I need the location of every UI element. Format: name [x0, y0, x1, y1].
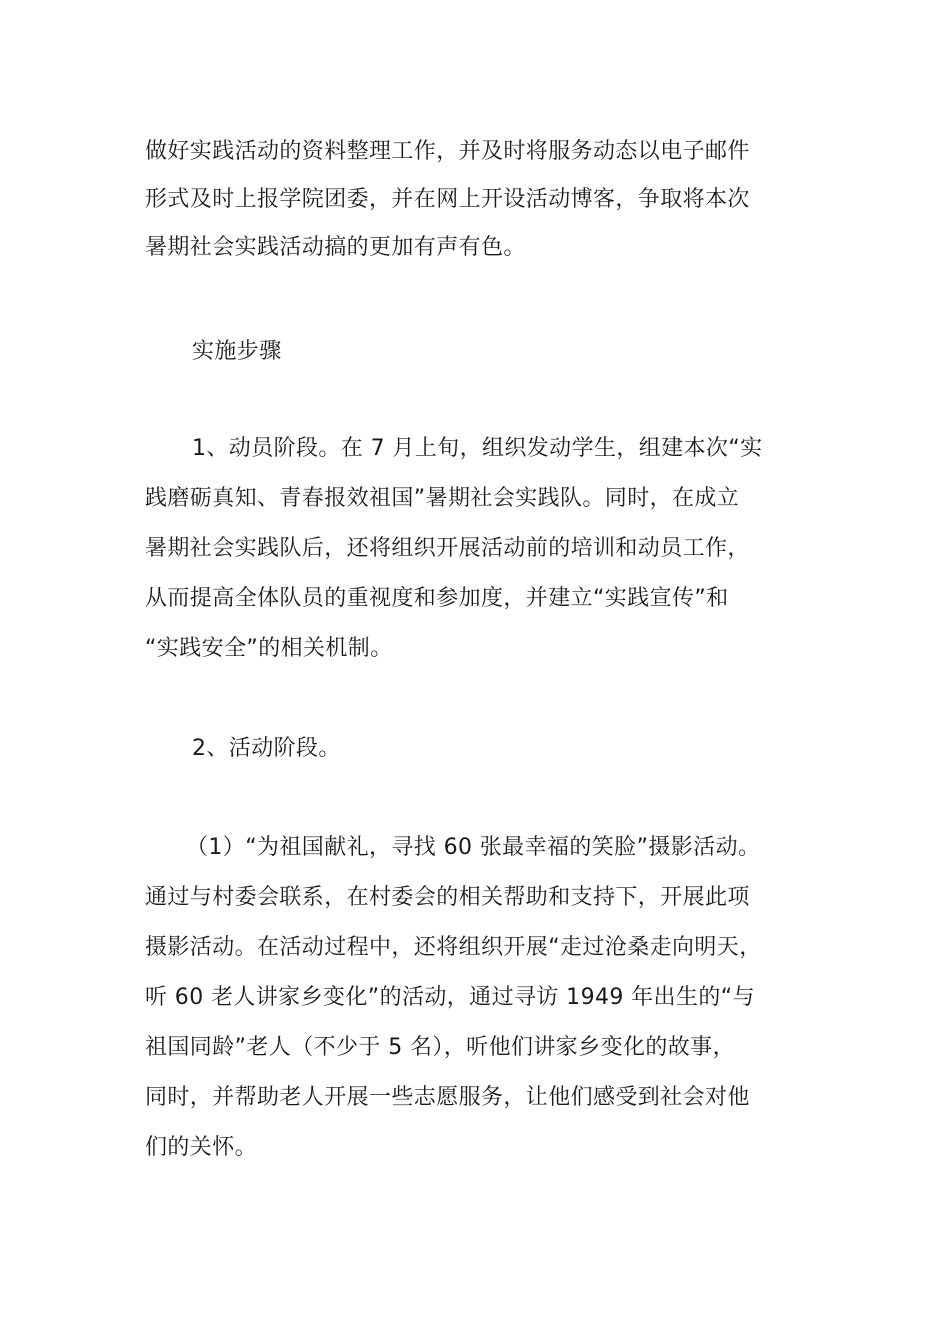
para2-line-1: 1、动员阶段。在 7 月上旬，组织发动学生，组建本次“实 — [192, 436, 763, 461]
para2-line-2: 践磨砺真知、青春报效祖国”暑期社会实践队。同时，在成立 — [145, 486, 740, 511]
section-heading: 实施步骤 — [192, 339, 282, 364]
para4-line-5: 祖国同龄”老人（不少于 5 名），听他们讲家乡变化的故事， — [145, 1035, 735, 1060]
para4-line-1: （1）“为祖国献礼，寻找 60 张最幸福的笑脸”摄影活动。 — [186, 835, 761, 860]
para1-line-1: 做好实践活动的资料整理工作，并及时将服务动态以电子邮件 — [145, 139, 750, 164]
para4-line-6: 同时，并帮助老人开展一些志愿服务，让他们感受到社会对他 — [145, 1085, 750, 1110]
para4-line-2: 通过与村委会联系，在村委会的相关帮助和支持下，开展此项 — [145, 885, 750, 910]
para2-line-5: “实践安全”的相关机制。 — [145, 636, 393, 661]
para1-line-3: 暑期社会实践活动搞的更加有声有色。 — [145, 235, 526, 260]
para3-line-1: 2、活动阶段。 — [192, 736, 341, 761]
para4-line-3: 摄影活动。在活动过程中，还将组织开展“走过沧桑走向明天， — [145, 935, 762, 960]
para2-line-3: 暑期社会实践队后，还将组织开展活动前的培训和动员工作， — [145, 536, 750, 561]
para1-line-2: 形式及时上报学院团委，并在网上开设活动博客，争取将本次 — [145, 187, 750, 212]
para4-line-4: 听 60 老人讲家乡变化”的活动，通过寻访 1949 年出生的“与 — [145, 985, 755, 1010]
para4-line-7: 们的关怀。 — [145, 1135, 258, 1160]
para2-line-4: 从而提高全体队员的重视度和参加度，并建立“实践宣传”和 — [145, 586, 729, 611]
